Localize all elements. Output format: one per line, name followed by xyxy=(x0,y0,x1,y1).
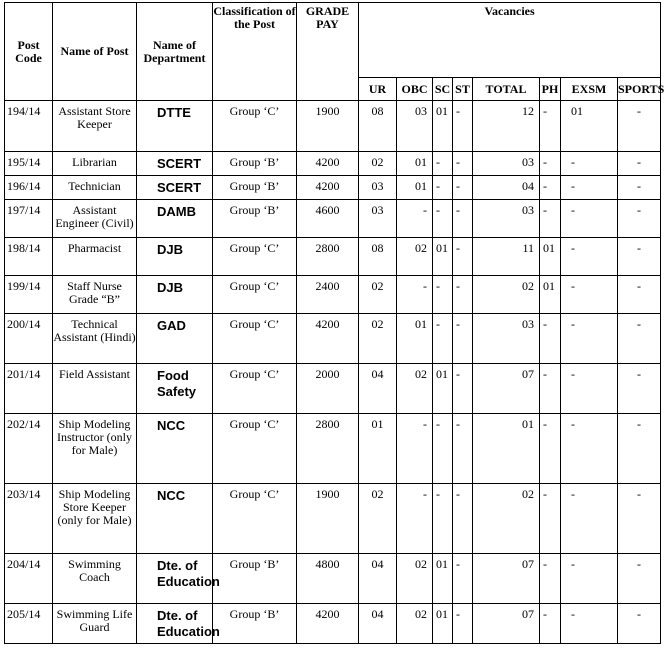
cell-post-code: 203/14 xyxy=(5,484,53,554)
cell-grade-pay: 4200 xyxy=(297,604,359,644)
cell-sports: - xyxy=(618,414,661,484)
cell-st: - xyxy=(453,276,473,314)
cell-exsm: - xyxy=(561,314,618,364)
table-row xyxy=(5,238,661,276)
cell-exsm: - xyxy=(561,364,618,414)
cell-name-of-post: Assistant Engineer (Civil) xyxy=(53,200,137,238)
cell-department: SCERT xyxy=(137,176,213,200)
header-total: TOTAL xyxy=(473,78,540,101)
cell-sports: - xyxy=(618,200,661,238)
table-body xyxy=(5,101,661,644)
header-name-of-post: Name of Post xyxy=(53,3,137,101)
cell-name-of-post: Librarian xyxy=(53,152,137,176)
header-grade-pay: GRADE PAY xyxy=(297,3,359,101)
cell-classification: Group ‘C’ xyxy=(213,414,297,484)
cell-st: - xyxy=(453,176,473,200)
cell-total: 04 xyxy=(473,176,540,200)
cell-obc: 03 xyxy=(397,101,433,152)
cell-ur: 08 xyxy=(359,238,397,276)
cell-name-of-post: Assistant Store Keeper xyxy=(53,101,137,152)
cell-department: GAD xyxy=(137,314,213,364)
cell-ph: - xyxy=(540,101,561,152)
cell-grade-pay: 2800 xyxy=(297,414,359,484)
cell-ph: - xyxy=(540,604,561,644)
cell-department: SCERT xyxy=(137,152,213,176)
cell-ur: 02 xyxy=(359,152,397,176)
table-row xyxy=(5,101,661,152)
cell-st: - xyxy=(453,414,473,484)
cell-name-of-post: Technical Assistant (Hindi) xyxy=(53,314,137,364)
cell-ur: 01 xyxy=(359,414,397,484)
cell-post-code: 200/14 xyxy=(5,314,53,364)
cell-name-of-post: Swimming Coach xyxy=(53,554,137,604)
cell-obc: 02 xyxy=(397,604,433,644)
cell-grade-pay: 4200 xyxy=(297,152,359,176)
table-row xyxy=(5,200,661,238)
cell-department: DJB xyxy=(137,238,213,276)
header-classification: Classification of the Post xyxy=(213,3,297,101)
cell-exsm: - xyxy=(561,152,618,176)
cell-exsm: - xyxy=(561,604,618,644)
cell-post-code: 205/14 xyxy=(5,604,53,644)
cell-obc: 02 xyxy=(397,238,433,276)
cell-name-of-post: Pharmacist xyxy=(53,238,137,276)
cell-classification: Group ‘C’ xyxy=(213,314,297,364)
cell-sc: 01 xyxy=(433,554,453,604)
cell-grade-pay: 4200 xyxy=(297,176,359,200)
cell-st: - xyxy=(453,101,473,152)
cell-total: 11 xyxy=(473,238,540,276)
cell-sc: 01 xyxy=(433,238,453,276)
header-exsm: EXSM xyxy=(561,78,618,101)
cell-classification: Group ‘B’ xyxy=(213,152,297,176)
cell-classification: Group ‘B’ xyxy=(213,176,297,200)
cell-grade-pay: 2400 xyxy=(297,276,359,314)
cell-grade-pay: 4800 xyxy=(297,554,359,604)
cell-grade-pay: 1900 xyxy=(297,101,359,152)
cell-department: NCC xyxy=(137,484,213,554)
cell-total: 03 xyxy=(473,200,540,238)
cell-grade-pay: 4200 xyxy=(297,314,359,364)
cell-exsm: - xyxy=(561,554,618,604)
cell-department: DTTE xyxy=(137,101,213,152)
cell-total: 03 xyxy=(473,314,540,364)
cell-classification: Group ‘B’ xyxy=(213,604,297,644)
cell-sc: - xyxy=(433,484,453,554)
cell-obc: - xyxy=(397,484,433,554)
cell-department: NCC xyxy=(137,414,213,484)
cell-ur: 02 xyxy=(359,276,397,314)
cell-ph: - xyxy=(540,200,561,238)
cell-sports: - xyxy=(618,101,661,152)
cell-name-of-post: Swimming Life Guard xyxy=(53,604,137,644)
header-sports: SPORTS xyxy=(618,78,661,101)
cell-sc: - xyxy=(433,200,453,238)
cell-sports: - xyxy=(618,238,661,276)
cell-post-code: 199/14 xyxy=(5,276,53,314)
cell-grade-pay: 2000 xyxy=(297,364,359,414)
cell-department: Dte. of Education xyxy=(137,554,213,604)
cell-sports: - xyxy=(618,364,661,414)
cell-total: 02 xyxy=(473,484,540,554)
cell-ph: - xyxy=(540,364,561,414)
cell-obc: 01 xyxy=(397,176,433,200)
cell-exsm: - xyxy=(561,238,618,276)
cell-ur: 03 xyxy=(359,176,397,200)
cell-ur: 04 xyxy=(359,604,397,644)
cell-department: DJB xyxy=(137,276,213,314)
cell-grade-pay: 1900 xyxy=(297,484,359,554)
cell-sc: - xyxy=(433,152,453,176)
cell-exsm: - xyxy=(561,484,618,554)
cell-total: 02 xyxy=(473,276,540,314)
cell-department: Dte. of Education xyxy=(137,604,213,644)
cell-name-of-post: Staff Nurse Grade “B” xyxy=(53,276,137,314)
cell-total: 12 xyxy=(473,101,540,152)
table-row xyxy=(5,484,661,554)
cell-grade-pay: 4600 xyxy=(297,200,359,238)
cell-department: DAMB xyxy=(137,200,213,238)
cell-sc: 01 xyxy=(433,364,453,414)
cell-sports: - xyxy=(618,554,661,604)
cell-classification: Group ‘B’ xyxy=(213,554,297,604)
cell-sports: - xyxy=(618,604,661,644)
cell-st: - xyxy=(453,484,473,554)
table-row xyxy=(5,276,661,314)
cell-exsm: - xyxy=(561,200,618,238)
cell-ur: 03 xyxy=(359,200,397,238)
cell-classification: Group ‘B’ xyxy=(213,200,297,238)
cell-post-code: 197/14 xyxy=(5,200,53,238)
cell-obc: - xyxy=(397,200,433,238)
cell-st: - xyxy=(453,152,473,176)
cell-obc: 02 xyxy=(397,554,433,604)
cell-ur: 02 xyxy=(359,484,397,554)
cell-total: 07 xyxy=(473,554,540,604)
table-row xyxy=(5,314,661,364)
cell-classification: Group ‘C’ xyxy=(213,364,297,414)
cell-classification: Group ‘C’ xyxy=(213,101,297,152)
cell-st: - xyxy=(453,238,473,276)
cell-classification: Group ‘C’ xyxy=(213,484,297,554)
cell-post-code: 204/14 xyxy=(5,554,53,604)
vacancy-table xyxy=(4,2,664,644)
cell-name-of-post: Ship Modeling Store Keeper (only for Male) xyxy=(53,484,137,554)
cell-ph: - xyxy=(540,554,561,604)
header-st: ST xyxy=(453,78,473,101)
cell-grade-pay: 2800 xyxy=(297,238,359,276)
cell-st: - xyxy=(453,554,473,604)
cell-sc: 01 xyxy=(433,101,453,152)
header-ph: PH xyxy=(540,78,561,101)
header-sc: SC xyxy=(433,78,453,101)
cell-ph: - xyxy=(540,152,561,176)
cell-ph: - xyxy=(540,176,561,200)
table-row xyxy=(5,554,661,604)
cell-post-code: 201/14 xyxy=(5,364,53,414)
cell-ur: 04 xyxy=(359,554,397,604)
cell-sc: - xyxy=(433,176,453,200)
table-row xyxy=(5,152,661,176)
cell-st: - xyxy=(453,364,473,414)
table-row xyxy=(5,414,661,484)
table-row xyxy=(5,604,661,644)
cell-ph: - xyxy=(540,414,561,484)
cell-st: - xyxy=(453,200,473,238)
cell-total: 07 xyxy=(473,364,540,414)
cell-ph: - xyxy=(540,314,561,364)
header-name-of-department: Name of Department xyxy=(137,3,213,101)
cell-post-code: 194/14 xyxy=(5,101,53,152)
cell-total: 01 xyxy=(473,414,540,484)
header-post-code: Post Code xyxy=(5,3,53,101)
cell-total: 03 xyxy=(473,152,540,176)
cell-obc: - xyxy=(397,276,433,314)
cell-obc: 01 xyxy=(397,314,433,364)
cell-name-of-post: Technician xyxy=(53,176,137,200)
header-vacancies: Vacancies xyxy=(359,3,661,78)
cell-classification: Group ‘C’ xyxy=(213,238,297,276)
cell-ph: 01 xyxy=(540,238,561,276)
cell-name-of-post: Ship Modeling Instructor (only for Male) xyxy=(53,414,137,484)
header-obc: OBC xyxy=(397,78,433,101)
cell-sc: - xyxy=(433,276,453,314)
cell-obc: 02 xyxy=(397,364,433,414)
table-row xyxy=(5,364,661,414)
cell-department: Food Safety xyxy=(137,364,213,414)
cell-name-of-post: Field Assistant xyxy=(53,364,137,414)
cell-sports: - xyxy=(618,276,661,314)
cell-total: 07 xyxy=(473,604,540,644)
cell-exsm: 01 xyxy=(561,101,618,152)
cell-exsm: - xyxy=(561,276,618,314)
header-ur: UR xyxy=(359,78,397,101)
cell-post-code: 195/14 xyxy=(5,152,53,176)
cell-st: - xyxy=(453,314,473,364)
cell-exsm: - xyxy=(561,414,618,484)
cell-obc: - xyxy=(397,414,433,484)
cell-sc: 01 xyxy=(433,604,453,644)
cell-ph: 01 xyxy=(540,276,561,314)
cell-ur: 08 xyxy=(359,101,397,152)
cell-sc: - xyxy=(433,314,453,364)
cell-classification: Group ‘C’ xyxy=(213,276,297,314)
cell-sports: - xyxy=(618,176,661,200)
cell-sports: - xyxy=(618,152,661,176)
cell-ur: 02 xyxy=(359,314,397,364)
cell-ur: 04 xyxy=(359,364,397,414)
cell-sports: - xyxy=(618,314,661,364)
table-row xyxy=(5,176,661,200)
cell-obc: 01 xyxy=(397,152,433,176)
cell-post-code: 202/14 xyxy=(5,414,53,484)
cell-exsm: - xyxy=(561,176,618,200)
cell-post-code: 198/14 xyxy=(5,238,53,276)
cell-sc: - xyxy=(433,414,453,484)
cell-sports: - xyxy=(618,484,661,554)
cell-post-code: 196/14 xyxy=(5,176,53,200)
cell-st: - xyxy=(453,604,473,644)
cell-ph: - xyxy=(540,484,561,554)
